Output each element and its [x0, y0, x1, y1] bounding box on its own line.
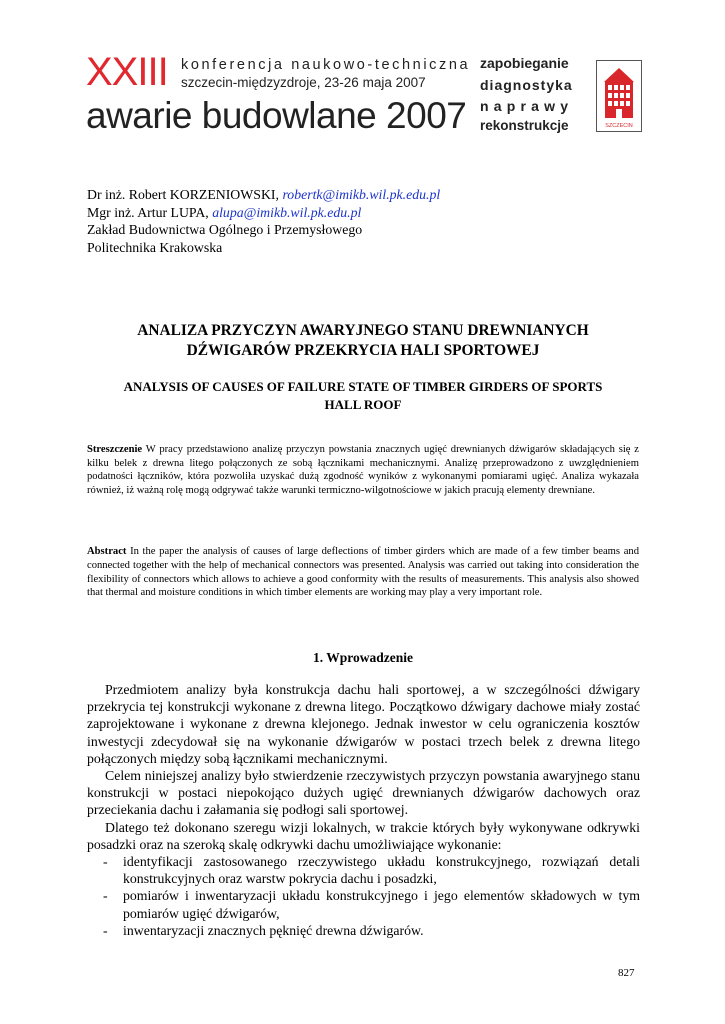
conference-name: konferencja naukowo-techniczna: [181, 57, 471, 73]
title-line: ANALIZA PRZYCZYN AWARYJNEGO STANU DREWNIANYCH: [137, 322, 589, 339]
author-line: [87, 204, 440, 222]
abstract-text: In the paper the analysis of causes of large deflections of timber girders which are made of a few timber beams and connected together with the help of mechanical connectors was presented. Analysis was carried out taking into consideration the flexibility of connectors which allows to achieve a good conformity with the results of measurements. This analysis also showed that thermal and moisture conditions in which timber elements are working may play a very important role.: [87, 546, 639, 599]
conference-title: awarie budowlane 2007: [86, 95, 467, 136]
author-name: Mgr inż. Artur LUPA,: [87, 204, 209, 220]
topic-reconstruction: rekonstrukcje: [480, 118, 569, 133]
list-item: [87, 853, 640, 887]
title-line: DŹWIGARÓW PRZEKRYCIA HALI SPORTOWEJ: [186, 342, 540, 359]
conference-place-date: szczecin-międzyzdroje, 23-26 maja 2007: [181, 75, 426, 90]
bullet-marker: -: [103, 922, 108, 938]
author-email-link[interactable]: robertk@imikb.wil.pk.edu.pl: [282, 187, 441, 202]
paper-title-english: [80, 378, 646, 414]
list-item-text: identyfikacji zastosowanego rzeczywistego układu konstrukcyjnego, rozwiązań detali konstrukcyjnych oraz warstw pokrycia dachu i posadzki,: [123, 854, 640, 887]
abstract-label: Abstract: [87, 546, 127, 557]
list-item-text: inwentaryzacji znacznych pęknięć drewna dźwigarów.: [123, 922, 424, 938]
abstract-english: [87, 545, 639, 600]
topic-diagnostics: diagnostyka: [480, 77, 573, 93]
affiliation-university: Politechnika Krakowska: [87, 239, 223, 255]
body-paragraph: Dlatego też dokonano szeregu wizji lokalnych, w trakcie których były wykonywane odkrywki posadzki oraz na szeroką skalę odkrywki dachu umożliwiające wykonanie:: [87, 819, 640, 852]
list-item-text: pomiarów i inwentaryzacji układu konstrukcyjnego i jego elementów składowych w tym pomiarów ugięć dźwigarów,: [123, 888, 640, 921]
author-block: [87, 186, 440, 256]
list-item: [87, 887, 640, 921]
abstract-text: W pracy przedstawiono analizę przyczyn powstania znacznych ugięć drewnianych dźwigarów składających się z kilku belek z drewna litego połączonych ze sobą łącznikami mechanicznymi. Analizę przeprowadzono z uwzględnieniem podatności łączników, która pozwoliła uzyskać dużą zgodność wyników z wykonanymi pomiarami ugięć. Analiza wykazała również, iż ważną rolę mogą odgrywać także warunki termiczno-wilgotnościowe w jakich pracują elementy drewniane.: [87, 444, 639, 496]
page-number: 827: [618, 967, 635, 979]
list-item: [87, 922, 640, 939]
author-name: Dr inż. Robert KORZENIOWSKI,: [87, 187, 279, 202]
topic-prevention: zapobieganie: [480, 55, 569, 71]
bullet-marker: -: [103, 888, 108, 904]
affiliation-department: Zakład Budownictwa Ogólnego i Przemysłowego: [87, 222, 363, 237]
section-body: [87, 681, 640, 939]
conference-edition: XXIII: [86, 50, 168, 94]
bullet-marker: -: [103, 854, 108, 870]
conference-logo: [596, 60, 642, 132]
logo-caption: SZCZECIN: [605, 123, 633, 129]
bullet-list: [87, 853, 640, 939]
title-line: ANALYSIS OF CAUSES OF FAILURE STATE OF TIMBER GIRDERS OF SPORTS: [123, 379, 603, 394]
paper-title-polish: [80, 321, 646, 361]
author-email-link[interactable]: alupa@imikb.wil.pk.edu.pl: [212, 204, 362, 220]
body-paragraph: Celem niniejszej analizy było stwierdzenie rzeczywistych przyczyn powstania awaryjnego stanu konstrukcji w postaci niepokojąco dużych ugięć drewnianych dźwigarów dachowych oraz przeciekania dachu i załamania się podłogi sali sportowej.: [87, 768, 640, 818]
title-line: HALL ROOF: [324, 397, 402, 412]
abstract-polish: [87, 443, 639, 497]
section-heading: 1. Wprowadzenie: [312, 650, 413, 665]
abstract-label: Streszczenie: [87, 444, 143, 455]
body-paragraph: Przedmiotem analizy była konstrukcja dachu hali sportowej, a w szczególności dźwigary przekrycia tej konstrukcji wykonane z drewna litego. Początkowo dźwigary dachowe miały zostać zaprojektowane i wykonane z drewna klejonego. Jednak inwestor w celu ograniczenia kosztów inwestycji zdecydował się na wykonanie dźwigarów w postaci trzech belek z drewna litego połączonych między sobą łącznikami mechanicznymi.: [87, 682, 640, 766]
author-line: [87, 186, 440, 204]
topic-repairs: naprawy: [480, 98, 574, 114]
